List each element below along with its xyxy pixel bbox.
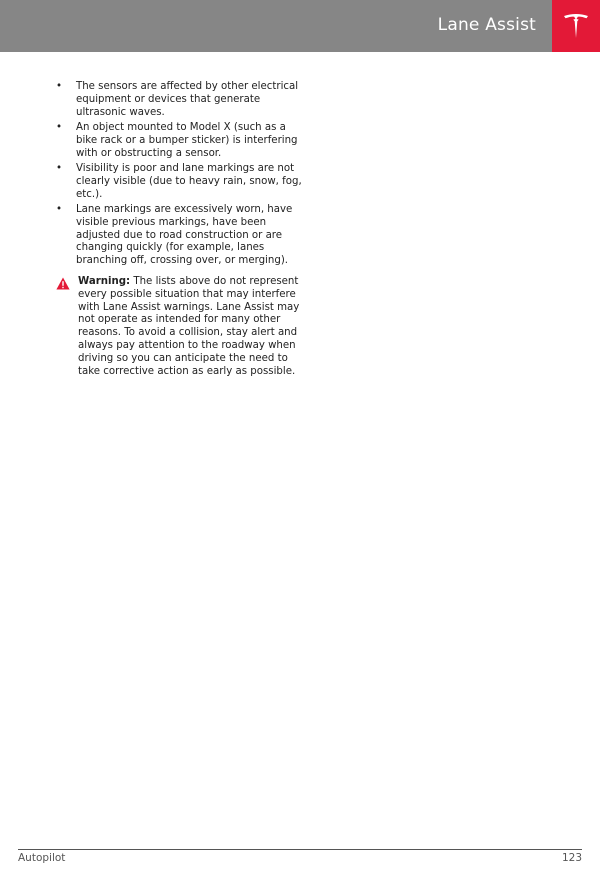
- bullet-text: Lane markings are excessively worn, have visible previous markings, have been adjusted due to road construction or are changing quickly (for example, lanes branching off, crossing over, or merging).: [76, 203, 293, 267]
- footer-section: Autopilot: [18, 852, 66, 864]
- bullet-list: [56, 81, 306, 268]
- list-item: [56, 163, 306, 201]
- footer-divider: [18, 849, 582, 850]
- page-number: 123: [561, 852, 582, 864]
- bullet-dot: •: [56, 121, 63, 133]
- bullet-text: An object mounted to Model X (such as a bike rack or a bumper sticker) is interfering with or obstructing a sensor.: [76, 121, 298, 159]
- list-item: [56, 122, 306, 160]
- page-title: Lane Assist: [437, 15, 536, 35]
- warning-block: [56, 276, 306, 378]
- list-item: [56, 204, 306, 268]
- warning-text: The lists above do not represent every possible situation that may interfere with Lane Assist warnings. Lane Assist may not operate as intended for many other reasons. To avoid a collision, stay alert and always pay attention to the roadway when driving so you can anticipate the need to take corrective action as early as possible.: [78, 275, 300, 377]
- bullet-text: Visibility is poor and lane markings are not clearly visible (due to heavy rain, snow, fog, etc.).: [76, 162, 302, 200]
- page-header: [0, 0, 600, 52]
- bullet-text: The sensors are affected by other electrical equipment or devices that generate ultrasonic waves.: [76, 81, 299, 118]
- bullet-dot: •: [56, 162, 63, 174]
- list-item: [56, 81, 306, 119]
- bullet-dot: •: [56, 203, 63, 215]
- tesla-logo-icon: [561, 11, 591, 41]
- warning-triangle-icon: [56, 277, 70, 290]
- bullet-dot: •: [56, 81, 63, 92]
- logo-box: [552, 0, 600, 52]
- main-content: [56, 81, 306, 378]
- warning-label: Warning:: [78, 275, 131, 287]
